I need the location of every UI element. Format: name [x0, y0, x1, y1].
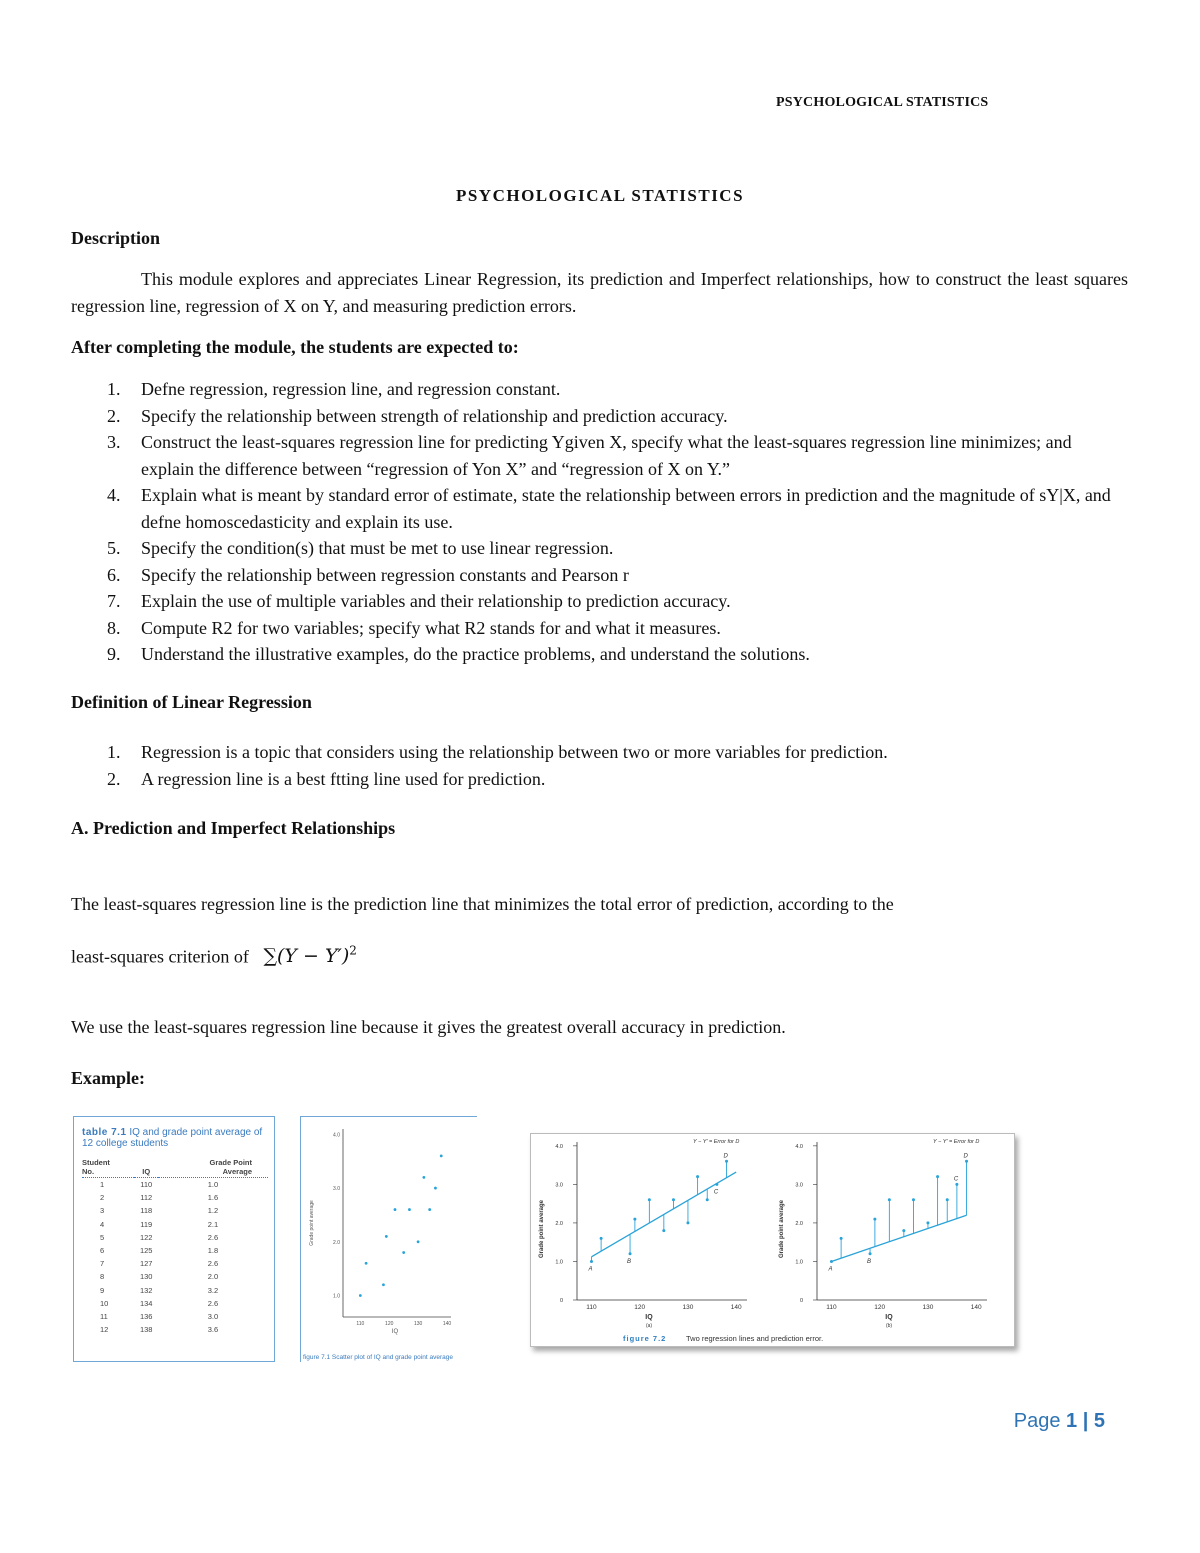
y-tick-label: 4.0 [555, 1143, 563, 1150]
student-no-cell: 12 [100, 1325, 109, 1335]
table-row [82, 1178, 268, 1192]
data-point [672, 1198, 675, 1201]
x-tick-label: 110 [356, 1321, 365, 1327]
y-axis-label: Grade point average [779, 1199, 785, 1259]
objective-item-text: Compute R2 for two variables; specify what R2 stands for and what it measures. [141, 617, 721, 638]
description-text [71, 266, 1128, 320]
iq-cell: 136 [139, 1311, 153, 1321]
y-tick-label: 1.0 [795, 1259, 803, 1266]
data-point [725, 1160, 728, 1163]
point-label: B [627, 1258, 632, 1265]
y-tick-label: 3.0 [555, 1182, 563, 1189]
y-tick-label: 2.0 [795, 1220, 803, 1227]
iq-cell: 110 [140, 1180, 153, 1190]
table-row [82, 1323, 268, 1336]
student-no-cell: 4 [100, 1219, 105, 1229]
point-label: B [867, 1258, 872, 1265]
data-point [686, 1221, 689, 1224]
student-no-cell: 10 [100, 1298, 109, 1308]
iq-cell: 122 [139, 1232, 153, 1242]
objective-item [71, 641, 1128, 668]
table-row [82, 1310, 268, 1323]
document-title: PSYCHOLOGICAL STATISTICS [455, 186, 745, 205]
objective-item-text: Defne regression, regression line, and regression constant. [141, 379, 561, 399]
table-row [82, 1218, 268, 1231]
data-point [402, 1251, 405, 1254]
example-heading: Example: [71, 1068, 145, 1088]
col-no: No. [82, 1167, 95, 1176]
x-axis-label: IQ [885, 1314, 893, 1321]
error-annotation: Y − Y′ = Error for D [693, 1139, 740, 1145]
y-tick-label: 1.0 [555, 1259, 563, 1266]
figure-caption-text: Two regression lines and prediction error. [686, 1334, 824, 1343]
y-tick-label: 3.0 [795, 1182, 803, 1189]
data-point [428, 1208, 431, 1211]
iq-cell: 125 [139, 1246, 153, 1256]
table-row [82, 1244, 268, 1257]
col-gpa-header [158, 1157, 268, 1178]
table-row [82, 1297, 268, 1310]
objective-item [71, 562, 1128, 589]
criterion-text: least-squares criterion of [71, 946, 249, 967]
col-student: Student [82, 1158, 110, 1167]
gpa-cell: 3.6 [207, 1325, 219, 1335]
point-label: C [953, 1176, 959, 1183]
point-label: A [588, 1266, 593, 1273]
objective-item-text: Construct the least-squares regression line for predicting Ygiven X, specify what the least-squares regression line minimizes; and explain the difference between “regression of Yon X” and “regression of X on Y.” [141, 432, 1072, 479]
col-iq: IQ [142, 1167, 151, 1176]
objective-item-text: Specify the relationship between strength of relationship and prediction accuracy. [141, 405, 728, 426]
page-current: 1 [1066, 1410, 1078, 1432]
least-squares-formula [263, 945, 356, 967]
x-tick-label: 110 [826, 1304, 837, 1311]
objective-item-text: Explain what is meant by standard error of estimate, state the relationship between errors in prediction and the magnitude of sY|X, and defne homoscedasticity and explain its use. [141, 485, 1111, 532]
data-point [590, 1260, 593, 1263]
data-point [840, 1237, 843, 1240]
data-point [382, 1283, 385, 1286]
page-word: Page [1013, 1410, 1061, 1432]
iq-cell: 132 [139, 1285, 153, 1295]
data-point [662, 1229, 665, 1232]
y-tick-label: 4.0 [795, 1143, 803, 1150]
definition-item-number: 1. [107, 742, 121, 762]
iq-cell: 134 [139, 1298, 153, 1308]
x-tick-label: 140 [730, 1304, 742, 1311]
x-tick-label: 130 [922, 1304, 934, 1311]
data-point [965, 1160, 968, 1163]
data-point [434, 1187, 437, 1190]
regression-line [831, 1215, 966, 1261]
iq-cell: 127 [139, 1259, 153, 1269]
description-heading: Description [71, 228, 160, 248]
table-caption [82, 1127, 274, 1149]
data-point [629, 1252, 632, 1255]
x-tick-label: 120 [634, 1304, 646, 1311]
definition-list [71, 739, 1128, 792]
data-point [946, 1198, 949, 1201]
x-tick-label: 130 [413, 1321, 423, 1327]
table-row [82, 1270, 268, 1283]
gpa-cell: 2.1 [207, 1219, 219, 1229]
table-row [82, 1284, 268, 1297]
scatter-plot [301, 1117, 477, 1362]
panel-sublabel: (a) [645, 1323, 653, 1329]
data-point [600, 1237, 603, 1240]
gpa-cell: 3.2 [207, 1285, 219, 1295]
page-number [1014, 1410, 1105, 1433]
gpa-cell: 1.0 [207, 1180, 219, 1190]
data-point [715, 1183, 718, 1186]
description-body: This module explores and appreciates Linear Regression, its prediction and Imperfect relationships, how to construct the least squares regression line, regression of X on Y, and measuring prediction errors. [71, 269, 1128, 316]
iq-cell: 112 [140, 1193, 153, 1203]
objective-item-text: Explain the use of multiple variables and their relationship to prediction accuracy. [141, 591, 731, 611]
table-caption-label: table 7.1 [82, 1127, 127, 1138]
section-a-heading: A. Prediction and Imperfect Relationships [71, 818, 396, 838]
y-axis-label: Grade point average [309, 1200, 315, 1246]
objective-item-number: 8. [107, 617, 121, 638]
objective-item-number: 2. [107, 405, 121, 426]
y-tick-label: 3.0 [333, 1186, 340, 1193]
gpa-cell: 1.6 [207, 1193, 219, 1203]
x-axis-label: IQ [645, 1314, 653, 1321]
col-iq-header [134, 1157, 158, 1178]
objective-item [71, 429, 1128, 482]
student-no-cell: 8 [100, 1272, 105, 1282]
objective-item [71, 615, 1128, 642]
objective-item [71, 588, 1128, 615]
data-point [936, 1175, 939, 1178]
objective-item [71, 376, 1128, 403]
regression-lines-figure [530, 1133, 1015, 1347]
y-axis-label: Grade point average [539, 1199, 545, 1259]
definition-item [71, 739, 1128, 766]
student-no-cell: 6 [100, 1246, 105, 1256]
objectives-list [71, 376, 1128, 668]
data-point [394, 1208, 397, 1211]
data-point [830, 1260, 833, 1263]
iq-gpa-table-figure [73, 1116, 275, 1362]
student-no-cell: 1 [100, 1180, 105, 1190]
data-point [955, 1183, 958, 1186]
data-point [869, 1252, 872, 1255]
data-point [385, 1235, 388, 1238]
gpa-cell: 2.6 [207, 1259, 219, 1269]
data-point [926, 1221, 929, 1224]
student-no-cell: 9 [100, 1285, 105, 1295]
y-tick-label: 1.0 [333, 1293, 340, 1300]
y-tick-label: 2.0 [333, 1239, 340, 1246]
data-point [648, 1198, 651, 1201]
data-point [359, 1294, 362, 1297]
y-tick-label: 2.0 [555, 1220, 563, 1227]
point-label: A [828, 1266, 833, 1273]
gpa-cell: 2.0 [207, 1272, 219, 1282]
objective-item-number: 1. [107, 379, 121, 399]
definition-item-text: A regression line is a best ftting line used for prediction. [141, 768, 546, 789]
col-gpa: Grade Point [209, 1158, 252, 1167]
definition-item [71, 766, 1128, 793]
regression-line [591, 1172, 736, 1257]
objective-item [71, 482, 1128, 535]
data-point [696, 1175, 699, 1178]
data-point [902, 1229, 905, 1232]
iq-cell: 118 [140, 1206, 153, 1216]
y-tick-label: 0 [799, 1298, 803, 1304]
student-no-cell: 11 [100, 1311, 108, 1321]
gpa-cell: 3.0 [207, 1311, 219, 1321]
data-point [440, 1154, 443, 1157]
data-point [408, 1208, 411, 1211]
data-point [417, 1240, 420, 1243]
error-annotation: Y − Y′ = Error for D [933, 1139, 980, 1145]
objective-item-number: 9. [107, 644, 121, 664]
formula-body: ∑(Y − Y′) [263, 945, 350, 968]
objectives-heading: After completing the module, the students are expected to: [71, 337, 519, 357]
data-point [422, 1176, 425, 1179]
table-row [82, 1204, 268, 1217]
gpa-cell: 2.6 [207, 1298, 219, 1308]
objective-item-text: Specify the relationship between regression constants and Pearson r [141, 564, 629, 585]
objective-item-number: 3. [107, 432, 121, 452]
x-axis-label: IQ [391, 1329, 399, 1335]
scatter-plot-figure [300, 1116, 477, 1362]
gpa-cell: 2.6 [207, 1232, 219, 1242]
student-no-cell: 3 [100, 1206, 105, 1216]
data-point [873, 1218, 876, 1221]
objective-item [71, 403, 1128, 430]
table-row [82, 1191, 268, 1204]
gpa-cell: 1.2 [207, 1206, 219, 1216]
definition-heading: Definition of Linear Regression [71, 692, 312, 712]
col-gpa2: Average [222, 1167, 252, 1176]
x-tick-label: 140 [970, 1304, 982, 1311]
objective-item-number: 4. [107, 485, 121, 505]
iq-cell: 138 [139, 1325, 153, 1335]
data-point [888, 1198, 891, 1201]
formula-exponent: 2 [349, 944, 357, 958]
student-no-cell: 2 [100, 1193, 105, 1203]
y-tick-label: 4.0 [333, 1132, 340, 1139]
definition-item-text: Regression is a topic that considers using the relationship between two or more variables for prediction. [141, 742, 888, 762]
page-separator: | [1082, 1410, 1089, 1432]
definition-item-number: 2. [107, 768, 121, 789]
objective-item-number: 5. [107, 538, 121, 558]
page-total: 5 [1093, 1410, 1105, 1432]
table-row [82, 1257, 268, 1270]
data-point [633, 1218, 636, 1221]
scatter-caption: figure 7.1 Scatter plot of IQ and grade point average [303, 1354, 453, 1361]
x-tick-label: 130 [682, 1304, 694, 1311]
objective-item-number: 7. [107, 591, 121, 611]
panel-sublabel: (b) [885, 1323, 893, 1329]
data-point [365, 1262, 368, 1265]
section-a-para1: The least-squares regression line is the prediction line that minimizes the total error of prediction, according to the [71, 894, 894, 914]
objective-item-text: Understand the illustrative examples, do the practice problems, and understand the solutions. [141, 644, 810, 664]
point-label: D [723, 1153, 728, 1160]
col-student-header [82, 1157, 134, 1178]
gpa-cell: 1.8 [207, 1246, 219, 1256]
iq-gpa-table [82, 1157, 268, 1336]
student-no-cell: 7 [100, 1259, 105, 1269]
objective-item [71, 535, 1128, 562]
regression-plots [531, 1134, 1014, 1346]
point-label: D [963, 1153, 968, 1160]
data-point [912, 1198, 915, 1201]
table-caption-text: IQ and grade point average of 12 college students [82, 1127, 263, 1149]
x-tick-label: 110 [586, 1304, 597, 1311]
objective-item-text: Specify the condition(s) that must be met to use linear regression. [141, 538, 614, 558]
x-tick-label: 140 [442, 1321, 452, 1327]
x-tick-label: 120 [874, 1304, 886, 1311]
data-point [706, 1198, 709, 1201]
y-tick-label: 0 [559, 1298, 563, 1304]
iq-cell: 130 [139, 1272, 153, 1282]
section-a-para1-cont [71, 938, 1128, 970]
x-tick-label: 120 [385, 1321, 394, 1327]
point-label: C [713, 1189, 719, 1196]
table-row [82, 1231, 268, 1244]
objective-item-number: 6. [107, 564, 121, 585]
figure-caption-label: figure 7.2 [623, 1334, 667, 1343]
running-header: PSYCHOLOGICAL STATISTICS [776, 95, 989, 110]
section-a-para2: We use the least-squares regression line because it gives the greatest overall accuracy in prediction. [71, 1017, 786, 1037]
iq-cell: 119 [140, 1219, 153, 1229]
student-no-cell: 5 [100, 1232, 105, 1242]
